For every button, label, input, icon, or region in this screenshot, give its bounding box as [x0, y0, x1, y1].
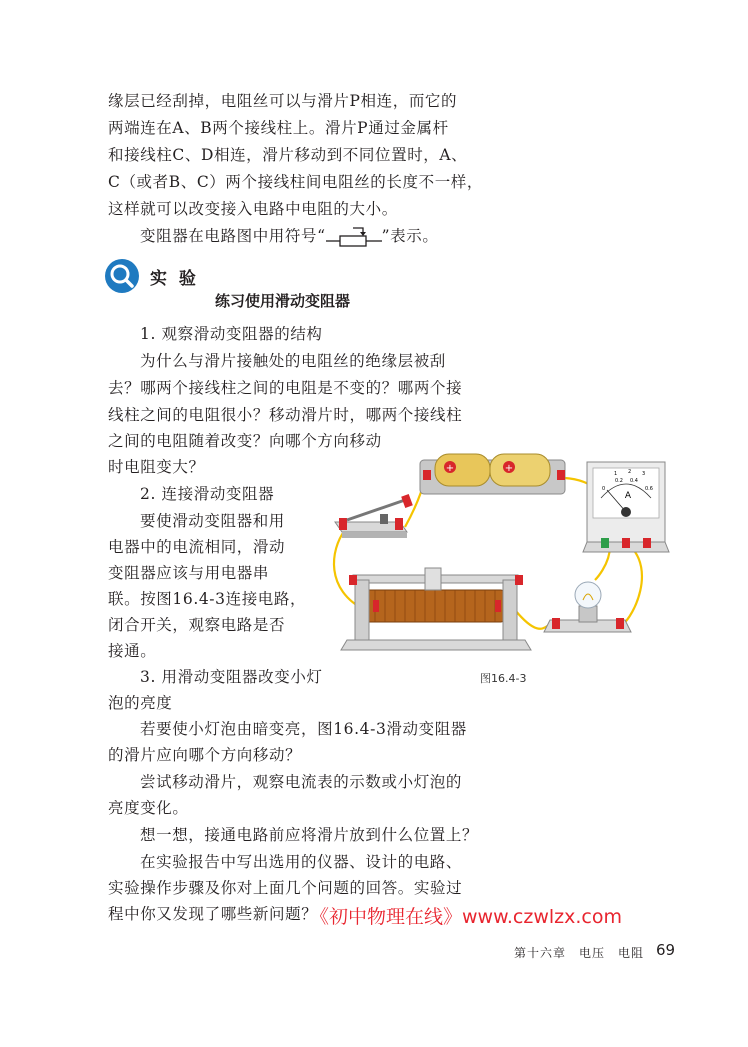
- body-line: 时电阻变大？: [108, 458, 205, 476]
- rheostat-symbol-icon: [326, 226, 382, 248]
- svg-text:+: +: [445, 463, 455, 474]
- body-line: 电器中的电流相同，滑动: [108, 538, 286, 556]
- body-line: 在实验报告中写出选用的仪器、设计的电路、: [140, 853, 463, 871]
- circuit-illustration: [325, 440, 685, 670]
- body-line: 尝试移动滑片，观察电流表的示数或小灯泡的: [140, 773, 463, 791]
- meter-scale-label: 0.4: [630, 478, 638, 484]
- symbol-sentence-after: ”表示。: [381, 227, 439, 245]
- intro-line-4: C（或者B、C）两个接线柱间电阻丝的长度不一样，: [108, 173, 484, 191]
- meter-scale-label: 3: [642, 471, 646, 477]
- figure-caption: 图16.4-3: [480, 672, 527, 685]
- svg-text:+: +: [504, 463, 514, 474]
- intro-line-5: 这样就可以改变接入电路中电阻的大小。: [108, 200, 398, 218]
- symbol-sentence: [140, 225, 438, 248]
- intro-line-3: 和接线柱C、D相连，滑片移动到不同位置时，A、: [108, 146, 468, 164]
- page-number: 69: [656, 941, 676, 959]
- light-bulb: [544, 582, 631, 632]
- sliding-rheostat: [341, 568, 531, 650]
- body-line: 之间的电阻随着改变？向哪个方向移动: [108, 432, 382, 450]
- meter-scale-label: 2: [628, 469, 632, 475]
- step-1-heading: 1. 观察滑动变阻器的结构: [140, 325, 323, 343]
- experiment-magnifier-icon: [104, 258, 140, 294]
- step-2-heading: 2. 连接滑动变阻器: [140, 485, 275, 503]
- section-title: 实 验: [150, 269, 199, 289]
- step-3-heading: 3. 用滑动变阻器改变小灯: [140, 668, 323, 686]
- body-line: 的滑片应向哪个方向移动？: [108, 746, 302, 764]
- ammeter: [583, 462, 669, 552]
- meter-scale-label: 0: [602, 486, 606, 492]
- body-line: 实验操作步骤及你对上面几个问题的回答。实验过: [108, 879, 463, 897]
- body-line: 程中你又发现了哪些新问题？: [108, 905, 318, 923]
- chapter-footer: 第十六章 电压 电阻: [514, 946, 645, 960]
- watermark-text: 《初中物理在线》www.czwlzx.com: [310, 906, 622, 928]
- symbol-sentence-before: 变阻器在电路图中用符号“: [140, 227, 326, 245]
- body-line: 亮度变化。: [108, 799, 189, 817]
- body-line: 变阻器应该与用电器串: [108, 564, 270, 582]
- circuit-figure: [325, 440, 685, 670]
- body-line: 闭合开关，观察电路是否: [108, 616, 286, 634]
- body-line: 联。按图16.4-3连接电路，: [108, 590, 307, 608]
- intro-line-1: 缘层已经刮掉，电阻丝可以与滑片P相连，而它的: [108, 92, 458, 110]
- body-line: 若要使小灯泡由暗变亮，图16.4-3滑动变阻器: [140, 720, 467, 738]
- body-line: 想一想，接通电路前应将滑片放到什么位置上？: [140, 826, 479, 844]
- intro-line-2: 两端连在A、B两个接线柱上。滑片P通过金属杆: [108, 119, 449, 137]
- body-line: 去？哪两个接线柱之间的电阻是不变的？哪两个接: [108, 379, 463, 397]
- body-line: 为什么与滑片接触处的电阻丝的绝缘层被刮: [140, 352, 446, 370]
- experiment-title: 练习使用滑动变阻器: [215, 292, 351, 310]
- meter-scale-label: 1: [614, 471, 618, 477]
- meter-scale-label: 0.6: [645, 486, 653, 492]
- battery-pack: [420, 454, 565, 494]
- body-line: 接通。: [108, 642, 157, 660]
- meter-letter: A: [624, 491, 632, 501]
- body-line: 泡的亮度: [108, 694, 173, 712]
- body-line: 线柱之间的电阻很小？移动滑片时，哪两个接线柱: [108, 406, 463, 424]
- knife-switch: [335, 494, 413, 538]
- meter-scale-label: 0.2: [615, 478, 623, 484]
- body-line: 要使滑动变阻器和用: [140, 512, 285, 530]
